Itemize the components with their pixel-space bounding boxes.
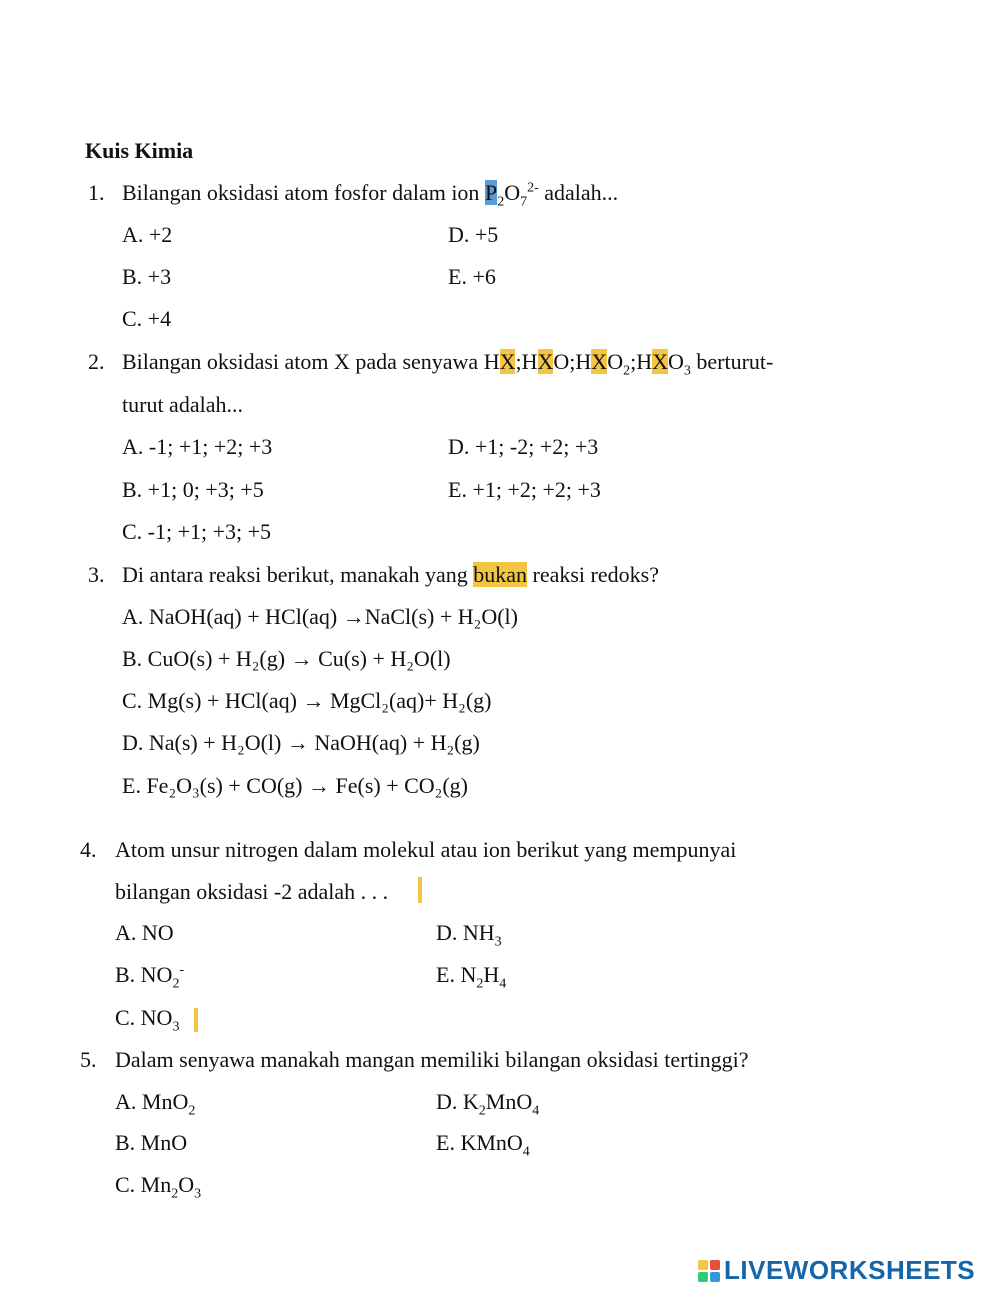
question-3-number: 3.	[88, 562, 105, 587]
q5-option-c-mid: O	[178, 1172, 195, 1197]
formula-3-h: H	[575, 349, 592, 374]
formula-1-h: H	[483, 349, 500, 374]
q5-option-a-prefix: A. MnO	[115, 1089, 189, 1114]
q5-option-c-prefix: C. Mn	[115, 1172, 172, 1197]
q4-option-e-sub2: 4	[499, 976, 507, 992]
question-2-number: 2.	[88, 349, 105, 374]
q4-option-b-sup: -	[179, 962, 185, 978]
page-title: Kuis Kimia	[85, 138, 194, 163]
q5-option-e-sub: 4	[522, 1144, 530, 1160]
logo-text: LIVEWORKSHEETS	[724, 1255, 976, 1285]
q3-option-c: C. Mg(s) + HCl(aq) → MgCl₂(aq)+ H₂(g)	[122, 688, 492, 713]
question-5-number: 5.	[80, 1047, 97, 1072]
answer-marker-2	[194, 1008, 198, 1032]
q5-option-e	[436, 1130, 530, 1160]
q5-option-d-mid: MnO	[485, 1089, 533, 1114]
ion-oxygen: O	[504, 180, 521, 205]
q4-option-e-prefix: E. N	[436, 962, 477, 987]
q3-option-d: D. Na(s) + H₂O(l) → NaOH(aq) + H₂(g)	[122, 730, 480, 755]
question-2-text	[122, 349, 774, 379]
question-1-text	[122, 180, 619, 210]
formula-4-subscript: 3	[683, 363, 691, 379]
question-1-text-before: Bilangan oksidasi atom fosfor dalam ion	[122, 180, 485, 205]
formula-3-subscript: 2	[623, 363, 631, 379]
separator-3: ;	[630, 349, 637, 374]
separator-1: ;	[515, 349, 522, 374]
question-1-number: 1.	[88, 180, 105, 205]
logo-square-1	[698, 1260, 708, 1270]
question-4-line-1: Atom unsur nitrogen dalam molekul atau ion berikut yang mempunyai	[115, 837, 737, 862]
logo-square-2	[710, 1260, 720, 1270]
highlight-x-3: X	[591, 349, 608, 374]
q4-option-d-sub: 3	[494, 934, 502, 950]
q4-option-e	[436, 962, 507, 992]
question-3-text-after: reaksi redoks?	[527, 562, 659, 587]
question-1-text-after: adalah...	[538, 180, 619, 205]
q4-option-d	[436, 920, 502, 950]
question-2-text-after: berturut-	[690, 349, 774, 374]
q4-option-e-sub1: 2	[476, 976, 484, 992]
highlight-x-1: X	[499, 349, 516, 374]
separator-2: ;	[569, 349, 576, 374]
question-3-text-before: Di antara reaksi berikut, manakah yang	[122, 562, 474, 587]
q4-option-a: A. NO	[115, 920, 174, 945]
q2-option-d: D. +1; -2; +2; +3	[448, 434, 599, 459]
q5-option-d	[436, 1089, 540, 1119]
highlight-x-2: X	[537, 349, 554, 374]
q5-option-c-sub2: 3	[194, 1186, 202, 1202]
q4-option-b	[115, 962, 185, 992]
q4-option-b-sub: 2	[172, 976, 180, 992]
q1-option-a: A. +2	[122, 222, 173, 247]
q4-option-c-prefix: C. NO	[115, 1005, 173, 1030]
question-4-line-2: bilangan oksidasi -2 adalah . . .	[115, 879, 389, 904]
highlight-x-4: X	[652, 349, 668, 374]
highlight-phosphorus: P	[484, 180, 498, 205]
q5-option-c	[115, 1172, 202, 1202]
question-4-number: 4.	[80, 837, 97, 862]
formula-4-o: O	[667, 349, 684, 374]
q3-option-e: E. Fe₂O₃(s) + CO(g) → Fe(s) + CO₂(g)	[122, 773, 469, 798]
q4-option-c-sub: 3	[172, 1019, 180, 1035]
q3-option-a: A. NaOH(aq) + HCl(aq) →NaCl(s) + H₂O(l)	[122, 604, 518, 629]
q1-option-e: E. +6	[448, 264, 496, 289]
q4-option-d-prefix: D. NH	[436, 920, 495, 945]
q5-option-d-sub2: 4	[532, 1103, 540, 1119]
q2-option-b: B. +1; 0; +3; +5	[122, 477, 264, 502]
q4-option-b-prefix: B. NO	[115, 962, 173, 987]
question-2-line-2: turut adalah...	[122, 392, 243, 417]
formula-4-h: H	[636, 349, 653, 374]
q4-option-c	[115, 1005, 180, 1035]
ion-charge: 2-	[527, 180, 539, 196]
q4-option-e-mid: H	[483, 962, 500, 987]
formula-2-o: O	[553, 349, 570, 374]
question-5-text: Dalam senyawa manakah mangan memiliki bilangan oksidasi tertinggi?	[115, 1047, 749, 1072]
ion-subscript-1: 2	[497, 194, 505, 210]
q2-option-c: C. -1; +1; +3; +5	[122, 519, 272, 544]
logo-square-3	[698, 1272, 708, 1282]
formula-3-o: O	[607, 349, 624, 374]
q1-option-d: D. +5	[448, 222, 499, 247]
q3-option-b: B. CuO(s) + H₂(g) → Cu(s) + H₂O(l)	[122, 646, 451, 671]
q2-option-a: A. -1; +1; +2; +3	[122, 434, 273, 459]
q5-option-b: B. MnO	[115, 1130, 188, 1155]
q1-option-c: C. +4	[122, 306, 172, 331]
q5-option-d-prefix: D. K	[436, 1089, 479, 1114]
highlight-bukan: bukan	[473, 562, 528, 587]
logo-square-4	[710, 1272, 720, 1282]
liveworksheets-logo[interactable]	[698, 1255, 975, 1286]
q1-option-b: B. +3	[122, 264, 172, 289]
question-3-text	[122, 562, 659, 588]
q5-option-e-prefix: E. KMnO	[436, 1130, 523, 1155]
q5-option-a	[115, 1089, 196, 1119]
formula-2-h: H	[521, 349, 538, 374]
q5-option-d-sub1: 2	[478, 1103, 486, 1119]
logo-grid-icon	[698, 1260, 720, 1282]
question-2-text-before: Bilangan oksidasi atom X pada senyawa	[122, 349, 484, 374]
answer-marker-1	[418, 877, 422, 903]
q5-option-c-sub1: 2	[171, 1186, 179, 1202]
q2-option-e: E. +1; +2; +2; +3	[448, 477, 601, 502]
q5-option-a-sub: 2	[188, 1103, 196, 1119]
ion-subscript-2: 7	[520, 194, 528, 210]
